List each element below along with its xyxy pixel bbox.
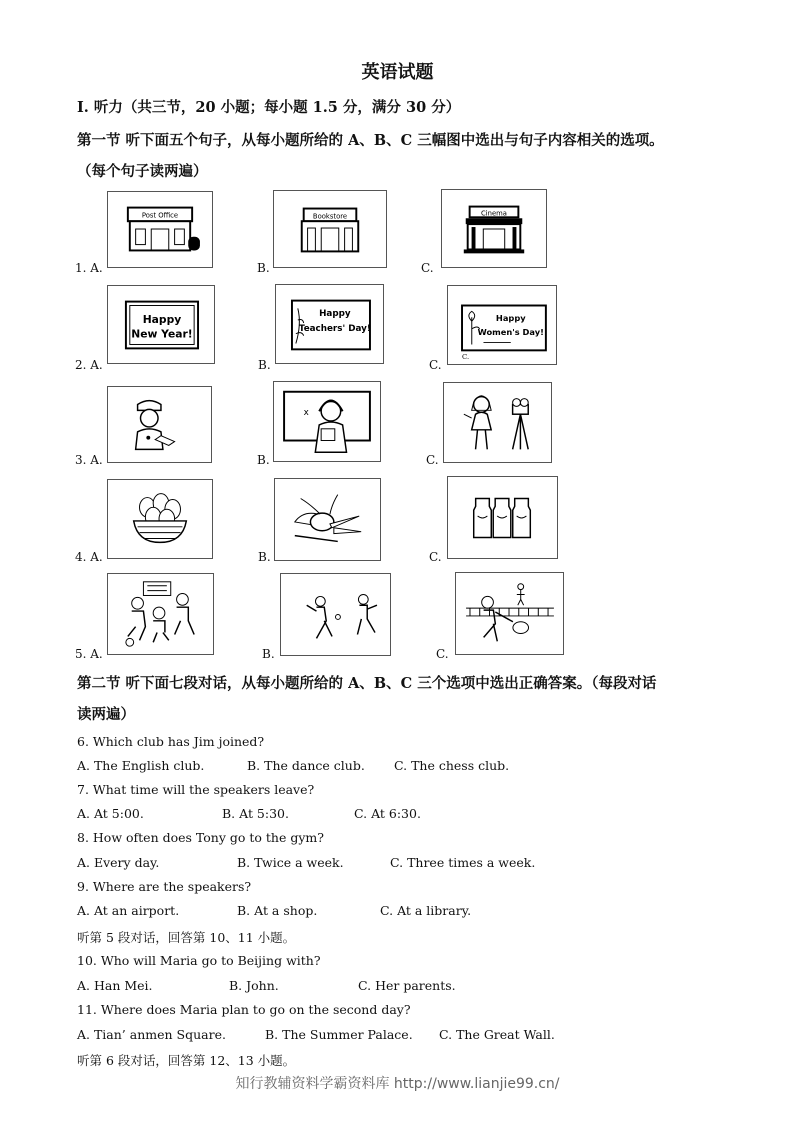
question-9: 9. Where are the speakers? — [77, 879, 252, 894]
womens-day-card-icon — [448, 286, 556, 364]
q9-option-b: B. At a shop. — [237, 903, 318, 918]
q9-option-c: C. At a library. — [380, 903, 472, 918]
milk-bottles-icon — [448, 477, 557, 558]
q4-label-c: C. — [429, 550, 442, 564]
post-office-icon — [108, 192, 212, 267]
question-10: 10. Who will Maria go to Beijing with? — [77, 953, 321, 968]
dialogue-6-note: 听第 6 段对话，回答第 12、13 小题。 — [77, 1053, 296, 1068]
cinema-icon — [442, 190, 546, 267]
q3-label-a: 3. A. — [75, 453, 103, 467]
card-corner-label: C. — [462, 353, 470, 362]
card-line2: New Year! — [131, 327, 193, 341]
q7-option-c: C. At 6:30. — [354, 806, 421, 821]
footer-watermark: 知行教辅资料学霸资料库 http://www.lianjie99.cn/ — [235, 1076, 560, 1092]
part1-instructions: 第一节 听下面五个句子，从每小题所给的 A、B、C 三幅图中选出与句子内容相关的选项。 — [77, 132, 664, 149]
q6-option-c: C. The chess club. — [394, 758, 510, 773]
teachers-day-card-icon — [276, 285, 383, 363]
q2-option-c-image — [447, 285, 557, 365]
question-11: 11. Where does Maria plan to go on the second day? — [77, 1002, 411, 1017]
card-line2: Teachers' Day! — [298, 323, 371, 334]
q10-option-c: C. Her parents. — [358, 978, 456, 993]
q1-option-c-image — [441, 189, 547, 268]
q3-label-b: B. — [257, 453, 270, 467]
q1-option-a-image — [107, 191, 213, 268]
q5-label-b: B. — [262, 647, 275, 661]
q3-option-c-image — [443, 382, 552, 463]
q5-label-a: 5. A. — [75, 647, 103, 661]
q4-option-a-image — [107, 479, 213, 559]
q10-option-b: B. John. — [229, 978, 279, 993]
part1-note: （每个句子读两遍） — [77, 163, 208, 180]
question-6: 6. Which club has Jim joined? — [77, 734, 265, 749]
q1-label-a: 1. A. — [75, 261, 103, 275]
q8-option-a: A. Every day. — [77, 855, 160, 870]
q11-option-c: C. The Great Wall. — [439, 1027, 555, 1042]
q5-option-c-image — [455, 572, 564, 655]
part2-instructions-cont: 读两遍） — [77, 706, 135, 723]
q4-label-b: B. — [258, 550, 271, 564]
post-office-sign-text: Post Office — [141, 211, 179, 220]
q1-label-b: B. — [257, 261, 270, 275]
nurse-icon — [108, 387, 211, 462]
q6-option-b: B. The dance club. — [247, 758, 365, 773]
card-line1: Happy — [495, 313, 526, 324]
page-title: 英语试题 — [361, 62, 434, 83]
q8-option-b: B. Twice a week. — [237, 855, 344, 870]
q7-option-b: B. At 5:30. — [222, 806, 289, 821]
q11-option-a: A. Tian’ anmen Square. — [77, 1027, 226, 1042]
q11-option-b: B. The Summer Palace. — [265, 1027, 413, 1042]
card-line2: Women's Day! — [477, 326, 544, 337]
new-year-card-icon — [108, 286, 214, 363]
reporter-camera-icon — [444, 383, 551, 462]
q5-option-a-image — [107, 573, 214, 655]
q2-option-b-image — [275, 284, 384, 364]
card-line1: Happy — [142, 313, 182, 327]
q1-label-c: C. — [421, 261, 434, 275]
question-7: 7. What time will the speakers leave? — [77, 782, 315, 797]
cinema-sign-text: Cinema — [481, 209, 507, 218]
q4-option-b-image — [274, 478, 381, 561]
q10-option-a: A. Han Mei. — [77, 978, 153, 993]
bookstore-icon — [274, 191, 386, 267]
question-8: 8. How often does Tony go to the gym? — [77, 830, 324, 845]
bookstore-sign-text: Bookstore — [312, 212, 348, 221]
q6-option-a: A. The English club. — [77, 758, 205, 773]
q1-option-b-image — [273, 190, 387, 268]
svg-text:x: x — [303, 408, 309, 419]
card-line1: Happy — [319, 309, 351, 320]
q5-label-c: C. — [436, 647, 449, 661]
q8-option-c: C. Three times a week. — [390, 855, 536, 870]
q4-label-a: 4. A. — [75, 550, 103, 564]
teacher-icon — [274, 382, 380, 461]
vegetables-icon — [275, 479, 380, 560]
dialogue-5-note: 听第 5 段对话，回答第 10、11 小题。 — [77, 930, 296, 945]
q4-option-c-image — [447, 476, 558, 559]
q3-label-c: C. — [426, 453, 439, 467]
q9-option-a: A. At an airport. — [77, 903, 180, 918]
q5-option-b-image — [280, 573, 391, 656]
football-players-icon — [108, 574, 213, 654]
part2-instructions: 第二节 听下面七段对话，从每小题所给的 A、B、C 三个选项中选出正确答案。（每段对话 — [77, 675, 657, 692]
section-heading: Ⅰ. 听力（共三节，20 小题；每小题 1.5 分，满分 30 分） — [77, 99, 461, 116]
q2-label-b: B. — [258, 358, 271, 372]
tennis-player-icon — [456, 573, 563, 654]
egg-basket-icon — [108, 480, 212, 558]
q2-option-a-image — [107, 285, 215, 364]
q2-label-c: C. — [429, 358, 442, 372]
baseball-players-icon — [281, 574, 390, 655]
q7-option-a: A. At 5:00. — [77, 806, 144, 821]
q3-option-a-image — [107, 386, 212, 463]
q3-option-b-image — [273, 381, 381, 462]
q2-label-a: 2. A. — [75, 358, 103, 372]
